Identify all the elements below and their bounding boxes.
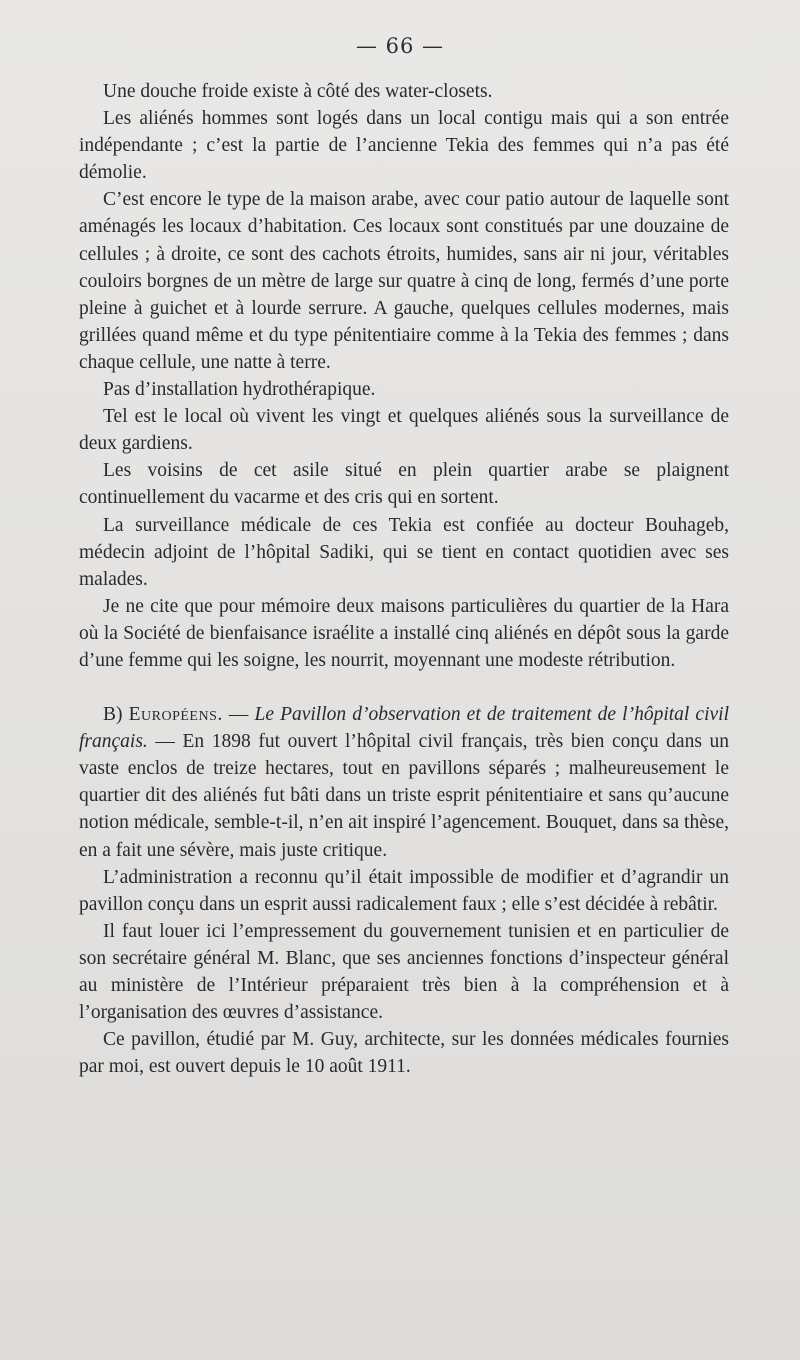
paragraph-2: Les aliénés hommes sont logés dans un local contigu mais qui a son entrée indépendante ; c’est la partie de l’ancienne Tekia des femmes qui n’a pas été démolie.: [79, 108, 729, 184]
section-title: Le Pavillon d’observation et de traitement de l’hôpital civil français.: [79, 704, 729, 753]
body-text: [79, 78, 729, 1080]
section-label: B): [103, 704, 129, 726]
section-b-paragraph: [79, 701, 729, 864]
paragraph-9: L’administration a reconnu qu’il était impossible de modifier et d’agrandir un pavillon conçu dans un esprit aussi radicalement faux ; elle s’est décidée à rebâtir.: [79, 866, 729, 915]
paragraph-3: C’est encore le type de la maison arabe, avec cour patio autour de laquelle sont aménagés les locaux d’habitation. Ces locaux sont constitués par une douzaine de cellules ; à droite, ce sont des cachots étroits, humides, sans air ni jour, véritables couloirs borgnes de un mètre de large sur quatre à cinq de long, fermés d’une porte pleine à guichet et à lourde serrure. A gauche, quelques cellules modernes, mais grillées quand même et du type pénitentiaire comme à la Tekia des femmes ; dans chaque cellule, une natte à terre.: [79, 189, 729, 373]
paragraph-10: Il faut louer ici l’empressement du gouvernement tunisien et en particulier de son secrétaire général M. Blanc, que ses anciennes fonctions d’inspecteur général au ministère de l’Intérieur préparaient très bien à la compréhension et à l’organisation des œuvres d’assistance.: [79, 920, 729, 1024]
section-dash: —: [222, 704, 255, 726]
paragraph-6: Les voisins de cet asile situé en plein quartier arabe se plaignent continuellement du vacarme et des cris qui en sortent.: [79, 460, 729, 509]
paragraph-1: Une douche froide existe à côté des water-closets.: [103, 81, 493, 102]
paragraph-7: La surveillance médicale de ces Tekia est confiée au docteur Bouhageb, médecin adjoint de l’hôpital Sadiki, qui se tient en contact quotidien avec ses malades.: [79, 514, 729, 590]
page-number: — 66 —: [355, 34, 445, 58]
paragraph-5: Tel est le local où vivent les vingt et quelques aliénés sous la surveillance de deux gardiens.: [79, 406, 729, 455]
section-heading: Européens.: [128, 704, 223, 726]
paragraph-4: Pas d’installation hydrothérapique.: [103, 379, 376, 401]
section-body: — En 1898 fut ouvert l’hôpital civil français, très bien conçu dans un vaste enclos de treize hectares, tout en pavillons séparés ; malheureusement le quartier dit des aliénés fut bâti dans un triste esprit pénitentiaire et sans qu’aucune notion médicale, semble-t-il, n’en ait inspiré l’agencement. Bouquet, dans sa thèse, en a fait une sévère, mais juste critique.: [79, 731, 729, 861]
paragraph-11: Ce pavillon, étudié par M. Guy, architecte, sur les données médicales fournies par moi, est ouvert depuis le 10 août 1911.: [79, 1029, 729, 1078]
paragraph-8: Je ne cite que pour mémoire deux maisons particulières du quartier de la Hara où la Société de bienfaisance israélite a installé cinq aliénés en dépôt sous la garde d’une femme qui les soigne, les nourrit, moyennant une modeste rétribution.: [79, 595, 729, 671]
